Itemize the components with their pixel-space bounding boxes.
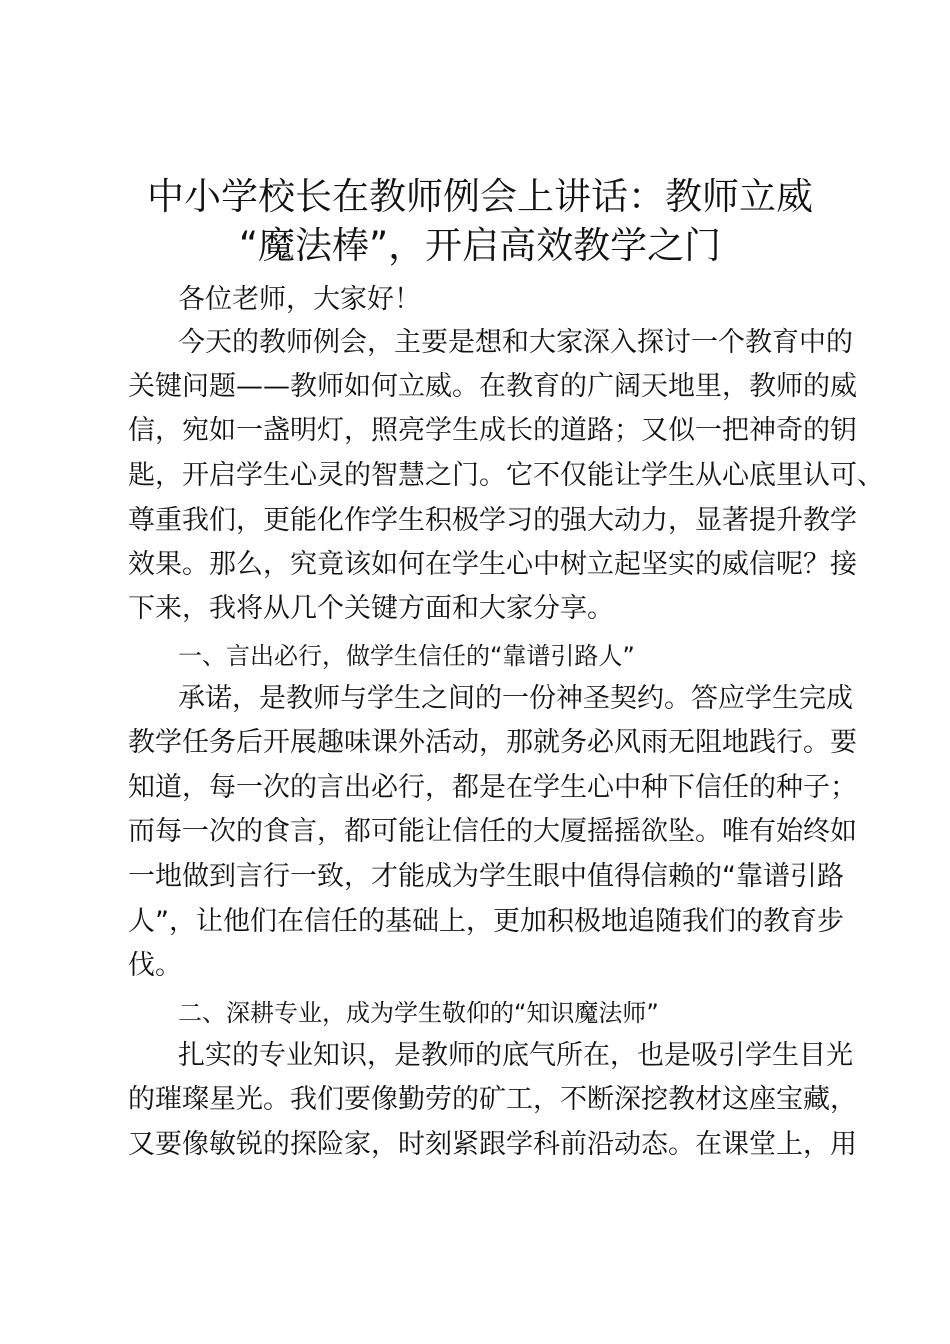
paragraph-1-line: 下来，我将从几个关键方面和大家分享。 (128, 593, 614, 624)
paragraph-2-line: 知道，每一次的言出必行，都是在学生心中种下信任的种子； (128, 772, 857, 803)
paragraph-2-line: 承诺，是教师与学生之间的一份神圣契约。答应学生完成 (178, 683, 853, 714)
paragraph-2-line: 人”，让他们在信任的基础上，更加积极地追随我们的教育步 (128, 906, 844, 937)
paragraph-3-line: 的璀璨星光。我们要像勤劳的矿工，不断深挖教材这座宝藏， (128, 1084, 857, 1115)
paragraph-2-line: 教学任务后开展趣味课外活动，那就务必风雨无阻地践行。要 (128, 727, 857, 758)
paragraph-3-line: 扎实的专业知识，是教师的底气所在，也是吸引学生目光 (178, 1040, 853, 1071)
paragraph-2-line: 一地做到言行一致，才能成为学生眼中值得信赖的“靠谱引路 (128, 861, 844, 892)
greeting: 各位老师，大家好！ (178, 284, 421, 315)
paragraph-1-line: 信，宛如一盏明灯，照亮学生成长的道路；又似一把神奇的钥 (128, 415, 857, 446)
section-heading-1: 一、言出必行，做学生信任的“靠谱引路人” (178, 642, 635, 670)
document-title-line-2: “魔法棒”，开启高效教学之门 (238, 224, 722, 267)
paragraph-3-line: 又要像敏锐的探险家，时刻紧跟学科前沿动态。在课堂上，用 (128, 1129, 857, 1160)
paragraph-2-line: 而每一次的食言，都可能让信任的大厦摇摇欲坠。唯有始终如 (128, 816, 857, 847)
paragraph-2-line: 伐。 (128, 950, 182, 981)
section-heading-2: 二、深耕专业，成为学生敬仰的“知识魔法师” (178, 999, 659, 1027)
paragraph-1-line: 今天的教师例会，主要是想和大家深入探讨一个教育中的 (178, 327, 853, 358)
document-title-line-1: 中小学校长在教师例会上讲话：教师立威 (147, 175, 813, 218)
paragraph-1-line: 关键问题——教师如何立威。在教育的广阔天地里，教师的威 (128, 371, 857, 402)
paragraph-1-line: 匙，开启学生心灵的智慧之门。它不仅能让学生从心底里认可、 (128, 460, 884, 491)
paragraph-1-line: 尊重我们，更能化作学生积极学习的强大动力，显著提升教学 (128, 505, 857, 536)
paragraph-1-line: 效果。那么，究竟该如何在学生心中树立起坚实的威信呢？接 (128, 549, 857, 580)
